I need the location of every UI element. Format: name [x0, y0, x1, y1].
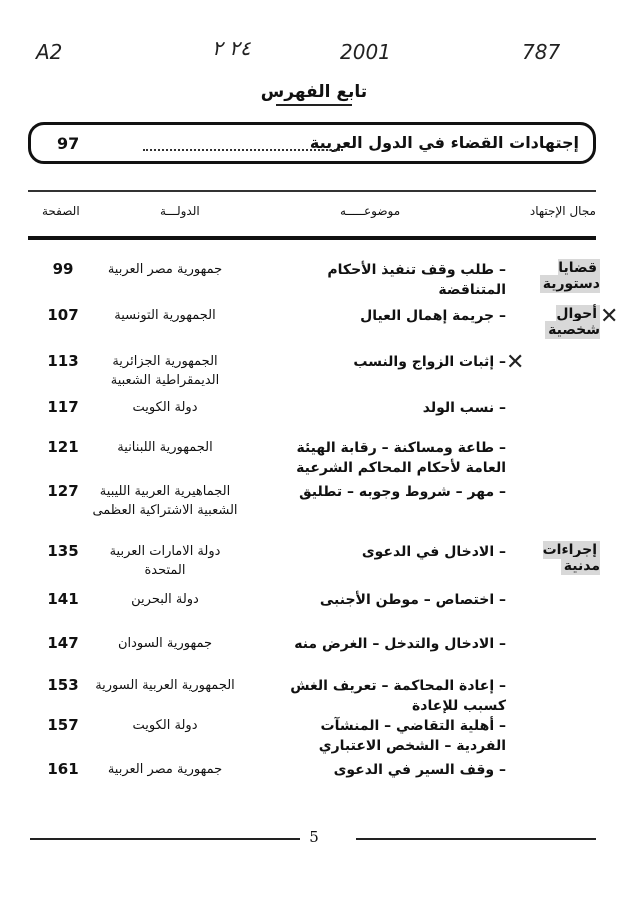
row-category: إجراءات مدنية — [542, 542, 600, 574]
row-subject: – اختصاص – موطن الأجنبى — [319, 592, 506, 608]
section-page: 97 — [57, 134, 80, 153]
page-number: 5 — [309, 828, 319, 846]
row-page: 117 — [47, 398, 79, 416]
row-country: الجماهيرية العربية الليبية الشعبية الاشتراكية العظمى — [92, 484, 238, 518]
row-country: دولة الكويت — [132, 400, 198, 415]
row-country: دولة الكويت — [132, 718, 198, 733]
handwritten-year: 2001 — [340, 40, 391, 64]
row-subject: – أهلية التقاضي – المنشآت الفردية – الشخص الاعتباري — [318, 718, 506, 754]
row-subject: – وقف السير في الدعوى — [333, 762, 506, 778]
row-page: 121 — [47, 438, 79, 456]
row-subject: – مهر – شروط وجوبه – تطليق — [299, 484, 506, 500]
row-subject: – الادخال والتدخل – الغرض منه — [294, 636, 506, 652]
row-subject: – طلب وقف تنفيذ الأحكام المتناقضة — [327, 262, 506, 298]
row-page: 153 — [47, 676, 79, 694]
handwritten-number: ٢٤ ٢ — [212, 36, 251, 60]
row-page: 141 — [47, 590, 79, 608]
header-subject: موضوعـــــه — [340, 204, 401, 218]
row-subject: – نسب الولد — [422, 400, 506, 416]
row-country: جمهورية مصر العربية — [107, 762, 223, 777]
handwritten-x-mark: ✕ — [506, 350, 525, 375]
header-page: الصفحة — [42, 204, 80, 218]
row-page: 99 — [52, 260, 74, 278]
row-page: 147 — [47, 634, 79, 652]
row-page: 161 — [47, 760, 79, 778]
row-subject: – طاعة ومساكنة – رقابة الهيئة العامة لأحكام المحاكم الشرعية — [296, 440, 506, 476]
row-page: 127 — [47, 482, 79, 500]
row-subject: – جريمة إهمال العيال — [360, 308, 506, 324]
header-field: مجال الإجتهاد — [529, 204, 596, 218]
row-country: دولة الامارات العربية المتحدة — [109, 544, 221, 578]
row-subject: – إعادة المحاكمة – تعريف الغش كسبب للإعادة — [290, 678, 506, 714]
row-country: الجمهورية الجزائرية الديمقراطية الشعبية — [110, 354, 220, 388]
handwritten-x-mark: ✕ — [600, 304, 619, 329]
header-country: الدولـــة — [160, 204, 200, 218]
section-title: إجتهادات القضاء في الدول العربية — [309, 133, 579, 152]
row-page: 107 — [47, 306, 79, 324]
row-country: الجمهورية العربية السورية — [95, 678, 235, 693]
row-page: 135 — [47, 542, 79, 560]
section-box — [28, 122, 596, 164]
header-bottom-rule — [28, 236, 596, 240]
title-underline — [276, 104, 352, 106]
handwritten-id: 787 — [522, 40, 561, 64]
row-category: أحوال شخصية — [506, 306, 600, 338]
row-category: قضايا دستورية — [506, 260, 600, 292]
row-country: جمهورية السودان — [117, 636, 213, 651]
row-country: الجمهورية التونسية — [114, 308, 216, 323]
handwritten-code: A2 — [36, 40, 63, 64]
row-country: جمهورية مصر العربية — [107, 262, 223, 277]
row-subject: – الادخال في الدعوى — [361, 544, 506, 560]
page-title: تابع الفهرس — [260, 82, 368, 102]
row-subject: – إثبات الزواج والنسب — [353, 354, 506, 370]
row-country: دولة البحرين — [131, 592, 199, 607]
header-top-rule — [28, 190, 596, 192]
row-country: الجمهورية اللبنانية — [117, 440, 213, 455]
row-page: 113 — [47, 352, 79, 370]
row-page: 157 — [47, 716, 79, 734]
dot-leader — [143, 149, 343, 151]
